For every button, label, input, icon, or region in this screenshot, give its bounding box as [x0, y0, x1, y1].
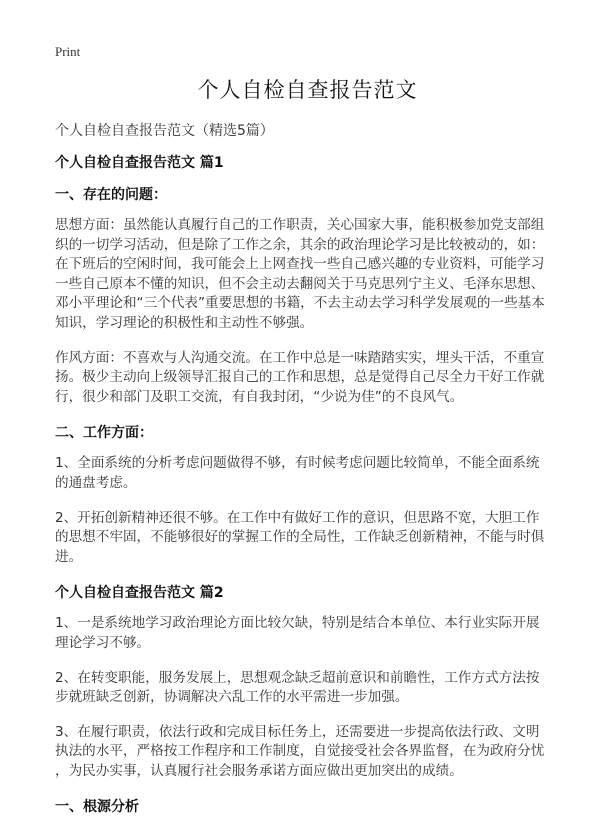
- section-heading: 个人自检自查报告范文 篇1: [55, 155, 224, 171]
- paragraph-line: 1、全面系统的分析考虑问题做得不够，有时候考虑问题比较简单，不能全面系统: [55, 455, 540, 472]
- section-heading: 一、根源分析: [55, 799, 139, 816]
- document-subtitle: 个人自检自查报告范文（精选5篇）: [55, 123, 274, 139]
- paragraph-line: 邓小平理论和“三个代表”重要思想的书籍，不去主动去学习科学发展观的一些基本: [55, 295, 545, 312]
- paragraph-line: 作风方面：不喜欢与人沟通交流。在工作中总是一味踏踏实实，埋头干活，不重宣: [55, 349, 545, 366]
- paragraph-line: 扬。极少主动向上级领导汇报自己的工作和思想，总是觉得自己尽全力干好工作就: [55, 369, 545, 386]
- paragraph-line: 2、在转变职能，服务发展上，思想观念缺乏超前意识和前瞻性，工作方式方法按: [55, 669, 540, 686]
- paragraph-line: 3、在履行职责，依法行政和完成目标任务上，还需要进一步提高依法行政、文明: [55, 723, 540, 740]
- paragraph: [55, 216, 560, 334]
- paragraph-line: 执法的水平，严格按工作程序和工作制度，自觉接受社会各界监督，在为政府分忧: [55, 743, 545, 760]
- section-heading: 个人自检自查报告范文 篇2: [55, 585, 224, 602]
- paragraph-line: 的通盘考虑。: [55, 474, 137, 491]
- paragraph-line: 的思想不牢固，不能够很好的掌握工作的全局性，工作缺乏创新精神，不能与时俱: [55, 529, 545, 546]
- paragraph: [55, 349, 560, 408]
- paragraph: [55, 669, 560, 708]
- paragraph: [55, 454, 560, 493]
- print-link[interactable]: Print: [55, 44, 81, 59]
- paragraph-line: 一些自己原本不懂的知识，但不会主动去翻阅关于马克思列宁主义、毛泽东思想、: [55, 275, 545, 292]
- section-heading: 二、工作方面：: [55, 425, 153, 442]
- paragraph-line: 行，很少和部门及职工交流，有自我封闭，“少说为佳”的不良风气。: [55, 388, 464, 405]
- paragraph-line: 思想方面：虽然能认真履行自己的工作职责，关心国家大事，能积极参加党支部组: [55, 217, 545, 233]
- paragraph-line: ，为民办实事，认真履行社会服务承诺方面应做出更加突出的成绩。: [55, 762, 463, 779]
- paragraph-line: 步就班缺乏创新，协调解决六乱工作的水平需进一步加强。: [55, 689, 409, 706]
- document-body: [55, 152, 560, 816]
- paragraph-line: 理论学习不够。: [55, 634, 151, 651]
- paragraph-line: 1、一是系统地学习政治理论方面比较欠缺，特别是结合本单位、本行业实际开展: [55, 615, 540, 632]
- paragraph-line: 进。: [55, 548, 83, 565]
- paragraph: [55, 723, 560, 782]
- paragraph-line: 知识，学习理论的积极性和主动性不够强。: [55, 314, 314, 331]
- section-heading: 一、存在的问题：: [55, 187, 167, 203]
- paragraph: [55, 614, 560, 653]
- paragraph: [55, 509, 560, 568]
- document-title: 个人自检自查报告范文: [197, 78, 418, 102]
- paragraph-line: 2、开拓创新精神还很不够。在工作中有做好工作的意识，但思路不宽，大胆工作: [55, 509, 540, 526]
- paragraph-line: 在下班后的空闲时间，我可能会上上网查找一些自己感兴趣的专业资料，可能学习: [55, 256, 545, 273]
- paragraph-line: 织的一切学习活动，但是除了工作之余，其余的政治理论学习是比较被动的，如：: [55, 236, 545, 253]
